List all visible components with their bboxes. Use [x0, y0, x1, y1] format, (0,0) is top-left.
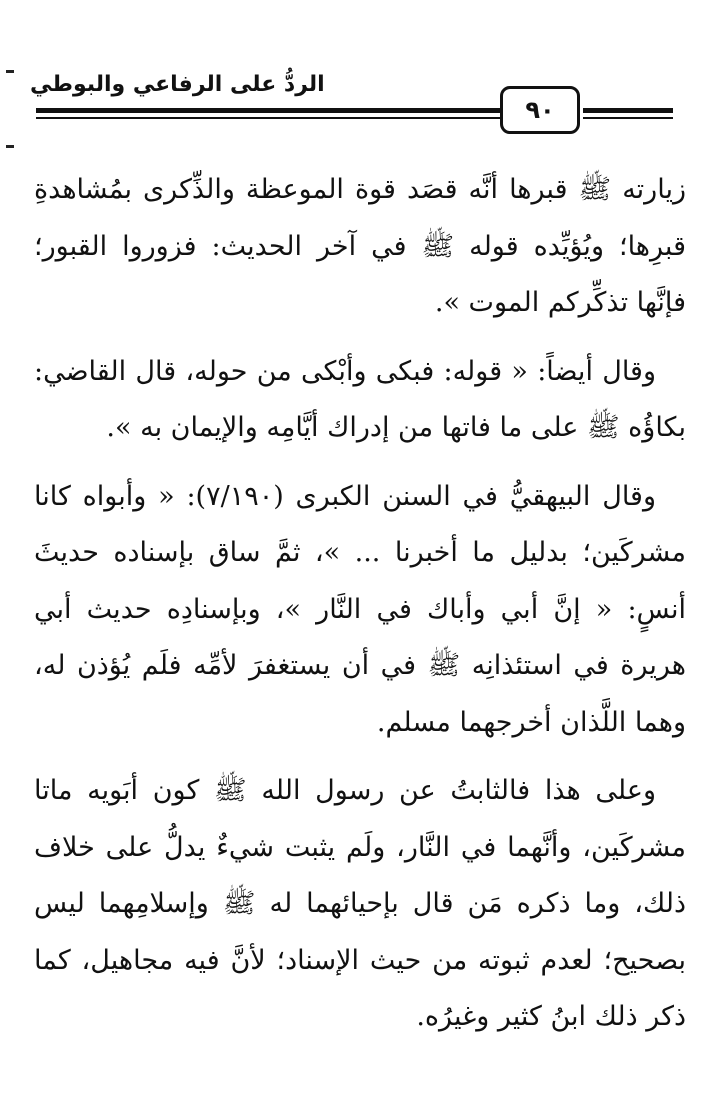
- margin-mark: [6, 145, 14, 148]
- margin-mark: [6, 70, 14, 73]
- paragraph: وعلى هذا فالثابتُ عن رسول الله ﷺ كون أبَويه ماتا مشركَين، وأنَّهما في النَّار، ولَم يثبت شيءٌ يدلُّ على خلاف ذلك، وما ذكره مَن قال بإحيائهما له ﷺ وإسلامِهما ليس بصحيح؛ لعدم ثبوته من حيث الإسناد؛ لأنَّ فيه مجاهيل، كما ذكر ذلك ابنُ كثير وغيرُه.: [34, 775, 686, 1032]
- running-title: الردُّ على الرفاعي والبوطي: [30, 72, 325, 97]
- paragraph: وقال البيهقيُّ في السنن الكبرى (٧/١٩٠): « وأبواه كانا مشركَين؛ بدليل ما أخبرنا ... »، ثمَّ ساق بإسناده حديثَ أنسٍ: « إنَّ أبي وأباك في النَّار »، وبإسنادِه حديث أبي هريرة في استئذانِه ﷺ في أن يستغفرَ لأمِّه فلَم يُؤذن له، وهما اللَّذان أخرجهما مسلم.: [34, 480, 687, 738]
- paragraph: زيارته ﷺ قبرها أنَّه قصَد قوة الموعظة والذِّكرى بمُشاهدةِ قبرِها؛ ويُؤيِّده قوله ﷺ في آخر الحديث: فزوروا القبور؛ فإنَّها تذكِّركم الموت ».: [34, 174, 686, 318]
- page-number: ٩٠: [500, 86, 580, 134]
- header-rule-right-thin: [583, 117, 673, 119]
- page-header: [0, 0, 727, 150]
- header-rule-right-thick: [583, 108, 673, 113]
- header-rule-thin: [36, 117, 501, 119]
- header-rule-thick: [36, 108, 501, 113]
- paragraph: وقال أيضاً: « قوله: فبكى وأبْكى من حوله، قال القاضي: بكاؤُه ﷺ على ما فاتها من إدراك أيَّامِه والإيمان به ».: [34, 355, 686, 443]
- body-text: [34, 162, 686, 1046]
